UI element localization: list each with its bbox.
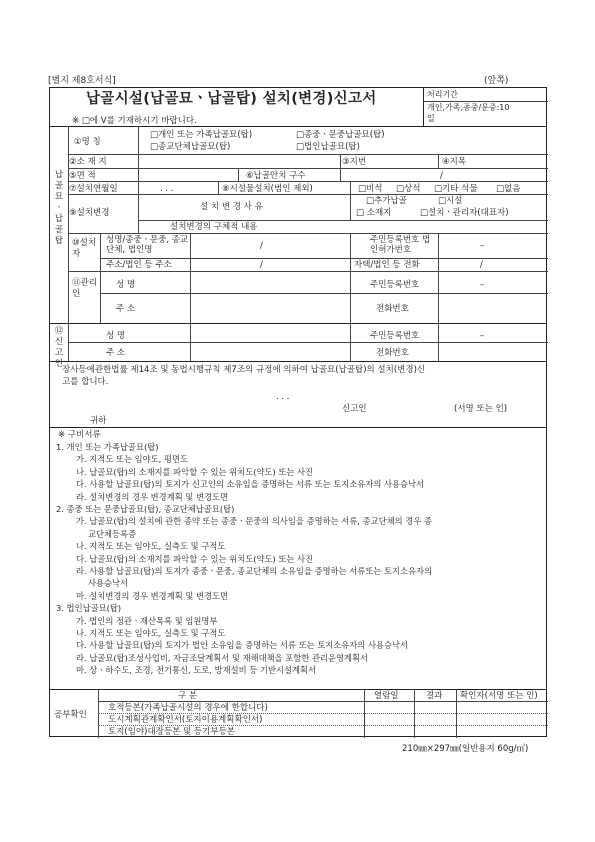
required-doc-line: 사용승낙서 xyxy=(88,578,129,589)
installer-address-value: / xyxy=(260,260,263,270)
verify-header-result: 결과 xyxy=(426,691,443,701)
required-doc-line: 1. 개인 또는 가족납골묘(탑) xyxy=(56,442,159,452)
urn-count-value: / xyxy=(440,171,443,181)
structure-install-label: ⑧시설물설치(범인 제외) xyxy=(222,184,313,194)
statement-line-2: 고를 합니다. xyxy=(62,377,109,387)
processing-period-value: 개인,가족,종중/문중:10 xyxy=(427,103,510,112)
reporter-phone-label: 전화번호 xyxy=(376,348,409,358)
required-doc-line: 교단체등록증 xyxy=(88,528,137,539)
required-doc-line: 가. 지적도 또는 임야도, 평면도 xyxy=(76,454,189,465)
reporter-id-value: – xyxy=(480,331,485,341)
report-form xyxy=(49,87,547,737)
required-doc-line: 2. 종중 또는 문중납골묘(탑), 종교단체납골묘(탑) xyxy=(56,504,235,514)
addressee: 귀하 xyxy=(90,416,107,426)
required-doc-line: 3. 법인납골묘(탑) xyxy=(56,603,122,614)
manager-name-label: 성 명 xyxy=(116,280,136,290)
reporter-id-label: 주민등록번호 xyxy=(370,331,420,341)
lot-number-label: ③지번 xyxy=(342,157,367,167)
verify-header-date: 열람일 xyxy=(374,691,399,701)
page-side-label: (앞쪽) xyxy=(484,76,509,86)
paper-size-note: 210㎜×297㎜(일반용지 60g/㎡) xyxy=(402,744,529,754)
report-date: . . . xyxy=(276,392,290,402)
signer-label: 신고인 xyxy=(342,404,367,414)
required-doc-line: 가. 납골묘(탑)의 설치에 관한 종약 또는 종중ㆍ문중의 의사임을 증명하는 서류, 종교단체의 경우 종 xyxy=(76,516,432,527)
change-option-facility[interactable]: □시설 xyxy=(438,196,463,206)
required-doc-line: 다. 납골묘(탑)의 소재지를 파악할 수 있는 위치도(약도) 또는 사진 xyxy=(76,553,314,564)
form-number: [별지 제8호서식] xyxy=(48,76,116,86)
required-doc-line: 마. 상ㆍ하수도, 조경, 전기통신, 도로, 방재설비 등 기반시설계획서 xyxy=(76,665,317,676)
installer-address-label: 주소/법인 등 주소 xyxy=(106,260,172,270)
signature-field[interactable]: (서명 또는 인) xyxy=(454,404,508,414)
installer-name-value: / xyxy=(260,241,263,251)
manager-address-label: 주 소 xyxy=(116,304,136,314)
manager-id-label: 주민등록번호 xyxy=(370,280,420,290)
change-detail-label: 설치변경의 구체적 내용 xyxy=(170,222,258,232)
required-doc-line: 가. 법인의 정관ㆍ재산목록 및 임원명부 xyxy=(76,615,218,626)
installer-id-value: – xyxy=(480,241,485,251)
urn-count-label: ⑥납골안치 구수 xyxy=(246,171,306,181)
required-doc-line: 라. 사용할 납골묘(탑)의 토지가 종중ㆍ문중, 종교단체의 소유임을 증명하는 서류또는 토지소유자의 xyxy=(76,566,433,576)
verify-label: 공부확인 xyxy=(54,710,87,720)
manager-label: ⑪관리인 xyxy=(72,278,97,299)
verify-header-category: 구 분 xyxy=(178,691,198,701)
verify-item-land-ledger: 토지(임야)대장등본 및 등기부등본 xyxy=(108,727,235,737)
structure-option-table-stone[interactable]: □상석 xyxy=(396,184,421,194)
change-reason-label: 설 치 변 경 사 유 xyxy=(200,202,263,212)
installer-phone-label: 자택/법인 등 전화 xyxy=(354,260,420,270)
change-option-location[interactable]: □ 소재지 xyxy=(356,208,392,218)
installer-label: ⑩설치자 xyxy=(72,238,97,259)
verify-item-family-register: 호적등본(가족납골시설의 경우에 한합니다) xyxy=(108,703,268,713)
manager-phone-label: 전화번호 xyxy=(376,304,409,314)
area-label: ⑤면 적 xyxy=(69,171,96,181)
installer-phone-value: / xyxy=(480,260,483,270)
change-option-add-urn[interactable]: □추가납골 xyxy=(366,196,407,206)
name-option-religious[interactable]: □종교단체납골묘(탑) xyxy=(150,142,231,152)
required-doc-line: 라. 납골묘(탑)조성사업비, 자금조달계획서 및 재해대책을 포함한 관리운영계획서 xyxy=(76,652,369,663)
required-doc-line: 나. 납골묘(탑)의 소재지를 파악할 수 있는 위치도(약도) 또는 사진 xyxy=(76,466,314,477)
name-option-corporate[interactable]: □법인납골묘(탑) xyxy=(296,142,360,152)
install-date-label: ⑦설치연월일 xyxy=(69,184,118,194)
name-label: ①명 칭 xyxy=(74,137,101,147)
name-option-personal[interactable]: □개인 또는 가족납골묘(탑) xyxy=(150,130,253,140)
structure-option-stele[interactable]: □비석 xyxy=(358,184,383,194)
structure-option-none[interactable]: □없음 xyxy=(496,184,521,194)
required-docs-title: ※ 구비서류 xyxy=(58,430,101,440)
manager-id-value: – xyxy=(480,280,485,290)
reporter-label: ⑫신고인 xyxy=(54,326,64,369)
statement-line-1: 장사등에관한법률 제14조 및 동법시행규칙 제7조의 규정에 의하여 납골묘(납골탑)의 설치(변경)신 xyxy=(62,365,426,375)
required-doc-line: 나. 지적도 또는 임야도, 실측도 및 구적도 xyxy=(76,628,226,638)
required-doc-line: 나. 지적도 또는 임야도, 실측도 및 구적도 xyxy=(76,541,226,552)
required-doc-line: 다. 사용할 납골묘(탑)의 토지가 법인 소유임을 증명하는 서류 또는 토지소유자의 사용승낙서 xyxy=(76,640,409,651)
processing-period-label: 처리기간 xyxy=(427,90,458,99)
installer-id-label: 주민등록번호 법인허가번호 xyxy=(370,235,431,255)
required-doc-line: 라. 설치변경의 경우 변경계획 및 변경도면 xyxy=(76,491,229,502)
facility-section-label: 납골묘ㆍ납골탑 xyxy=(54,170,64,246)
verify-header-checker: 확인자(서명 또는 인) xyxy=(460,691,538,701)
location-label: ②소 재 지 xyxy=(69,157,107,167)
land-category-label: ④지목 xyxy=(442,157,467,167)
name-option-clan[interactable]: □종중ㆍ문중납골묘(탑) xyxy=(296,130,385,140)
form-title: 납골시설(납골묘ㆍ납골탑) 설치(변경)신고서 xyxy=(86,91,377,107)
installer-name-label: 성명/종중ㆍ문중, 종교단체, 법인명 xyxy=(106,235,189,255)
reporter-address-label: 주 소 xyxy=(106,348,126,358)
change-label: ⑨설치변경 xyxy=(69,208,110,218)
install-date-value: . . . xyxy=(160,184,174,194)
reporter-name-label: 성 명 xyxy=(106,331,126,341)
check-instruction: ※ □에 V를 기재하시기 바랍니다. xyxy=(72,116,197,126)
required-doc-line: 마. 설치변경의 경우 변경계획 및 변경도면 xyxy=(76,590,229,601)
structure-option-other-stone[interactable]: □기타 석물 xyxy=(434,184,478,194)
change-option-manager[interactable]: □설치ㆍ관리자(대표자) xyxy=(420,208,509,218)
required-doc-line: 다. 사용할 납골묘(탑)의 토지가 신고인의 소유임을 증명하는 서류 또는 토지소유자의 사용승낙서 xyxy=(76,479,425,490)
processing-period-unit: 일 xyxy=(427,114,435,123)
verify-item-urban-plan: 도시계획관계확인서(토지이용계획확인서) xyxy=(108,715,263,725)
